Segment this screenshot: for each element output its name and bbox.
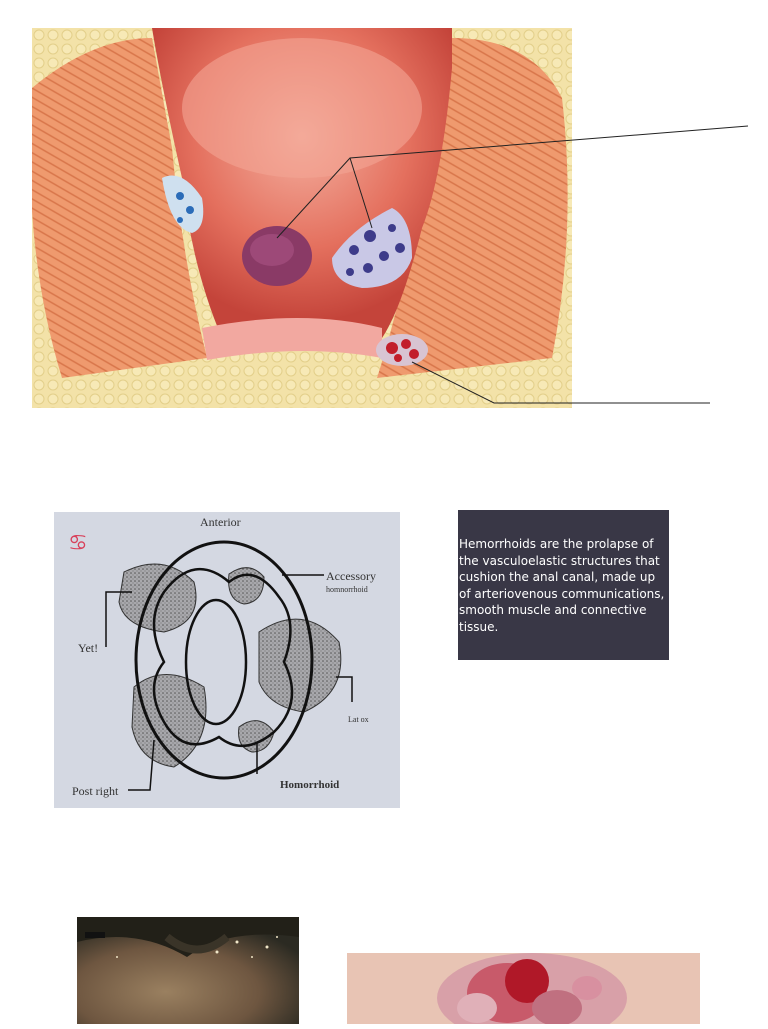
label-left: Yet! xyxy=(78,641,99,655)
clinical-image xyxy=(347,953,700,1024)
label-hemorrhoid: Homorrhoid xyxy=(280,779,340,791)
label-accessory: Accessory xyxy=(326,569,376,583)
clinical-photo xyxy=(347,953,700,1024)
description-text: Hemorrhoids are the prolapse of the vasculoelastic structures that cushion the anal canal, made up of arteriovenous communications, smooth muscle and connective tissue. xyxy=(459,537,665,634)
label-accessory-sub: homnorrhoid xyxy=(326,585,368,594)
description-note xyxy=(458,510,669,660)
label-anterior: Anterior xyxy=(200,515,241,529)
anal-canal-drawing xyxy=(32,28,752,408)
endoscopy-image xyxy=(77,917,299,1024)
endoscopy-photo xyxy=(77,917,299,1024)
label-lat: Lat ox xyxy=(348,715,369,724)
hemorrhoid-positions-diagram xyxy=(54,512,400,808)
anal-canal-illustration xyxy=(32,28,752,408)
label-post-right: Post right xyxy=(72,784,119,798)
external-hemorrhoid xyxy=(376,334,428,366)
positions-drawing xyxy=(54,512,400,808)
ribbon-icon: ♋ xyxy=(68,531,88,556)
